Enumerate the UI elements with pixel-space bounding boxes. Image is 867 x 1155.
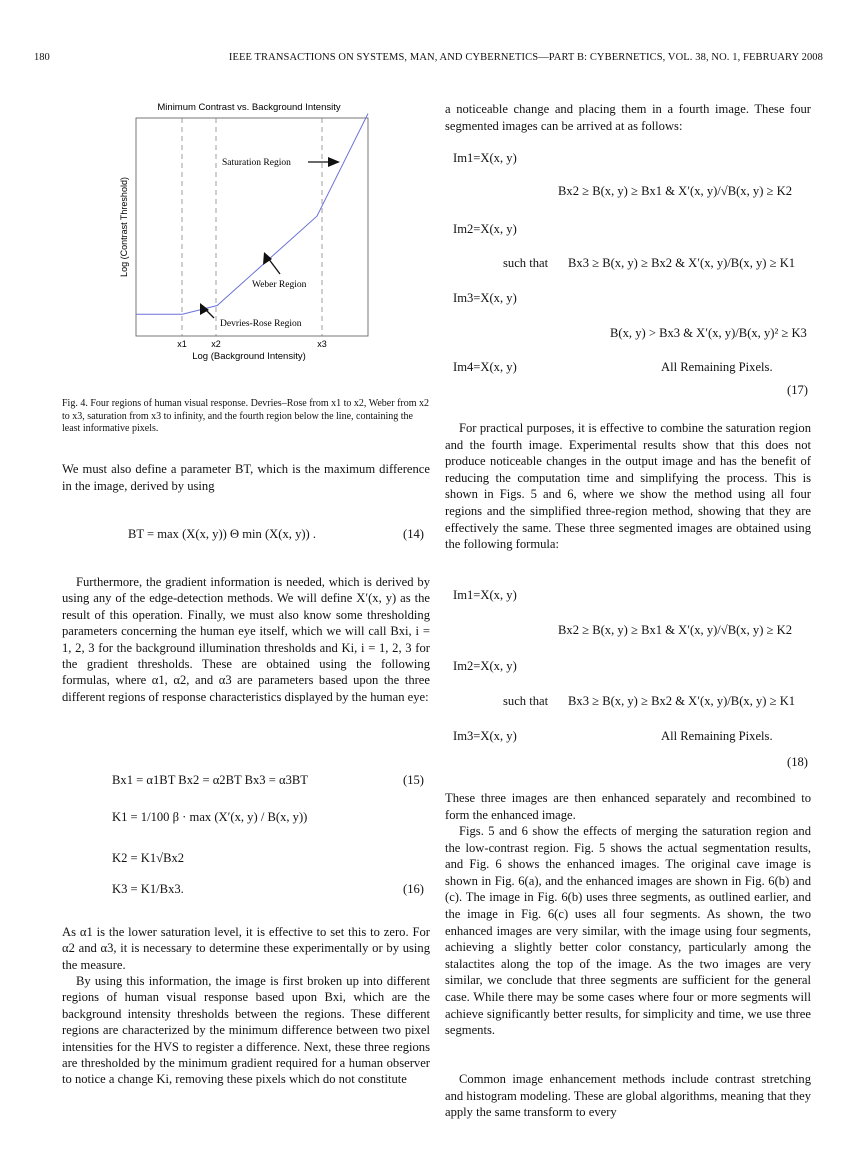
figure-caption-text: Fig. 4. Four regions of human visual response. Devries–Rose from x1 to x2, Weber from x2 to x3, saturation from x3 to infinity, and the fourth region below the line, containing the least informative pixels. — [62, 398, 430, 434]
equation-16-number: (16) — [403, 882, 424, 896]
eq17-condition-3: B(x, y) > Bx3 & X′(x, y)/B(x, y)² ≥ K3 — [610, 326, 807, 340]
right-paragraph-4: Figs. 5 and 6 show the effects of merging the saturation region and the low-contrast region. Fig. 5 shows the actual segmentation results, and Fig. 6 shows the enhanced images. The original cave image is shown in Fig. 6(a), and the enhanced images are shown in Fig. 6(b) and (c). The image in Fig. 6(b) uses three segments, as outlined earlier, and the image in Fig. 6(c) uses all four segments. As shown, the two enhanced images are very similar, with the image using four segments, achieving a slightly better color constancy, particularly among the stalactites along the top of the image. As the two images are very similar, we conclude that three segments are sufficient for the general case. While there may be some cases where four or more segments will achieve significantly better results, for simplicity and time, we use three segments. — [445, 824, 811, 1038]
equation-18-number: (18) — [787, 755, 808, 769]
equation-16-k3: K3 = K1/Bx3. — [112, 882, 184, 896]
equation-14: BT = max (X(x, y)) Θ min (X(x, y)) . — [128, 527, 317, 541]
right-paragraph-5: Common image enhancement methods include contrast stretching and histogram modeling. These are global algorithms, meaning that they apply the same transform to every — [445, 1072, 811, 1120]
right-paragraph-1: a noticeable change and placing them in a fourth image. These four segmented images can be arrived at as follows: — [445, 102, 811, 133]
eq18-im1: Im1=X(x, y) — [453, 588, 517, 602]
tick-label-x2: x2 — [211, 339, 221, 349]
eq17-im3: Im3=X(x, y) — [453, 291, 517, 305]
page-number: 180 — [34, 52, 50, 63]
eq17-condition-4: All Remaining Pixels. — [661, 360, 773, 374]
equation-16-k2: K2 = K1√Bx2 — [112, 851, 185, 865]
eq18-im3: Im3=X(x, y) — [453, 729, 517, 743]
journal-title: IEEE TRANSACTIONS ON SYSTEMS, MAN, AND CYBERNETICS—PART B: CYBERNETICS, VOL. 38, NO. 1, FEBRUARY 2008 — [228, 52, 823, 63]
arrow-devries-rose — [200, 303, 214, 318]
left-paragraph-3: As α1 is the lower saturation level, it is effective to set this to zero. For α2 and α3, it is necessary to determine these experimentally or by using the measure. — [62, 925, 430, 972]
equation-14-number: (14) — [403, 527, 424, 541]
eq17-condition-2: Bx3 ≥ B(x, y) ≥ Bx2 & X′(x, y)/B(x, y) ≥ K1 — [568, 256, 796, 270]
equation-17-number: (17) — [787, 383, 808, 397]
tick-label-x3: x3 — [317, 339, 327, 349]
annotation-weber: Weber Region — [252, 280, 307, 290]
divider-lines — [182, 118, 322, 336]
right-paragraph-2: For practical purposes, it is effective to combine the saturation region and the fourth image. Experimental results show that this does not produce noticeable changes in the output image and has the benefit of reducing the computation time and simplifying the process. This is shown in Figs. 5 and 6, where we show the method using all four regions and the simplified three-region method, showing that they are effectively the same. These three segmented images are obtained using the following formula: — [445, 421, 811, 552]
arrow-weber — [263, 252, 280, 274]
annotation-devries-rose: Devries-Rose Region — [220, 319, 302, 329]
eq17-condition-1: Bx2 ≥ B(x, y) ≥ Bx1 & X′(x, y)/√B(x, y) ≥ K2 — [558, 184, 792, 198]
plot-frame — [136, 118, 368, 336]
left-paragraph-1: We must also define a parameter BT, which is the maximum difference in the image, derived by using — [62, 462, 430, 493]
eq18-such-that: such that — [503, 694, 549, 708]
eq18-condition-1: Bx2 ≥ B(x, y) ≥ Bx1 & X′(x, y)/√B(x, y) ≥ K2 — [558, 623, 792, 637]
figure-caption — [62, 398, 430, 436]
equation-15: Bx1 = α1BT Bx2 = α2BT Bx3 = α3BT — [112, 773, 308, 787]
eq17-im4: Im4=X(x, y) — [453, 360, 517, 374]
tick-label-x1: x1 — [177, 339, 187, 349]
right-paragraph-3: These three images are then enhanced separately and recombined to form the enhanced image. — [445, 791, 811, 822]
y-axis-label: Log (Contrast Threshold) — [119, 177, 129, 277]
x-axis-label: Log (Background Intensity) — [192, 351, 306, 362]
eq17-im2: Im2=X(x, y) — [453, 222, 517, 236]
arrow-saturation — [308, 157, 340, 167]
left-paragraph-2: Furthermore, the gradient information is needed, which is derived by using any of the edge-detection methods. We will define X′(x, y) as the result of this operation. Finally, we must also know some thresholding parameters concerning the human eye itself, which we will call Bxi, i = 1, 2, 3 for the background illumination thresholds and Ki, i = 1, 2, 3 for the gradient thresholds. These are obtained using the following formulas, where α1, α2, and α3 are parameters based upon the three different regions of response characteristics displayed by the human eye: — [62, 575, 430, 704]
equation-15-number: (15) — [403, 773, 424, 787]
eq17-im1: Im1=X(x, y) — [453, 151, 517, 165]
annotation-saturation: Saturation Region — [222, 158, 291, 168]
eq18-condition-2: Bx3 ≥ B(x, y) ≥ Bx2 & X′(x, y)/B(x, y) ≥ K1 — [568, 694, 796, 708]
left-paragraph-4: By using this information, the image is first broken up into different regions of human visual response based upon Bxi, which are the background intensity thresholds between the regions. These different regions are characterized by the minimum difference between two pixel intensities for the HVS to register a difference. Next, these three regions are thresholded by the minimum gradient required for a human observer to notice a change Ki, removing these pixels which do not constitute — [62, 974, 430, 1087]
chart-title: Minimum Contrast vs. Background Intensity — [157, 102, 341, 113]
equation-16-k1: K1 = 1/100 β · max (X′(x, y) / B(x, y)) — [112, 810, 308, 824]
figure-4-chart — [112, 96, 377, 366]
eq17-such-that: such that — [503, 256, 549, 270]
eq18-im2: Im2=X(x, y) — [453, 659, 517, 673]
eq18-condition-3: All Remaining Pixels. — [661, 729, 773, 743]
